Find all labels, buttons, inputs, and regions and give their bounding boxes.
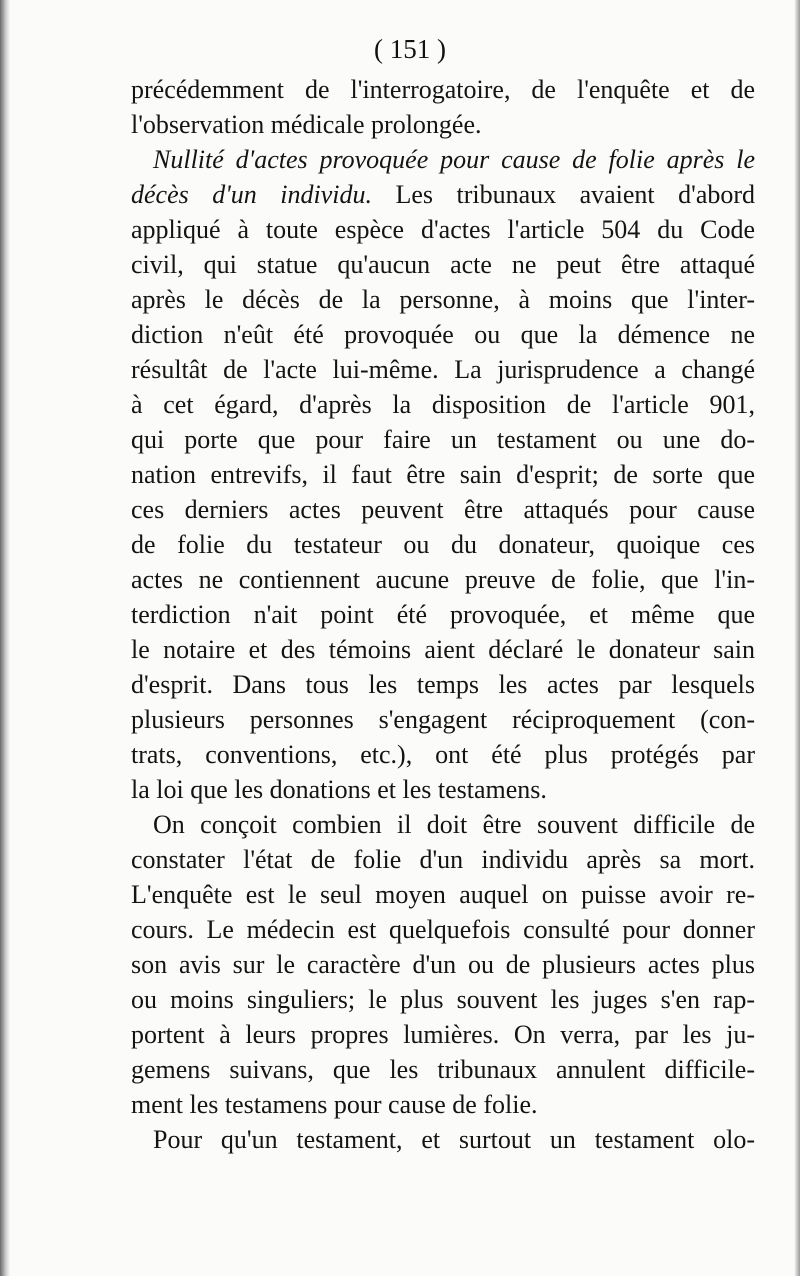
text-line — [131, 142, 755, 177]
body-text — [131, 72, 755, 1157]
text-line: de folie du testateur ou du donateur, quoique ces — [131, 530, 755, 559]
text-line: trats, conventions, etc.), ont été plus protégés par — [131, 740, 755, 769]
text-line: plusieurs personnes s'engagent réciproquement (con- — [131, 705, 755, 734]
text-line: actes ne contiennent aucune preuve de folie, que l'in- — [131, 565, 755, 594]
text-line: gemens suivans, que les tribunaux annulent difficile- — [131, 1055, 755, 1084]
text-line: ou moins singuliers; le plus souvent les juges s'en rap- — [131, 985, 755, 1014]
paragraph-3 — [131, 807, 755, 1122]
text-line: d'esprit. Dans tous les temps les actes par lesquels — [131, 670, 755, 699]
text-line: portent à leurs propres lumières. On verra, par les ju- — [131, 1020, 755, 1049]
text-line: On conçoit combien il doit être souvent difficile de — [153, 810, 755, 839]
text-line: l'observation médicale prolongée. — [131, 110, 482, 139]
paragraph-4 — [131, 1122, 755, 1157]
text-line: cours. Le médecin est quelquefois consulté pour donner — [131, 915, 755, 944]
text-line: le notaire et des témoins aient déclaré le donateur sain — [131, 635, 755, 664]
text-line: nation entrevifs, il faut être sain d'esprit; de sorte que — [131, 460, 755, 489]
text-line: Pour qu'un testament, et surtout un testament olo- — [153, 1125, 755, 1154]
text-line: ces derniers actes peuvent être attaqués pour cause — [131, 495, 755, 524]
text-line: précédemment de l'interrogatoire, de l'enquête et de — [131, 75, 755, 104]
text-line: L'enquête est le seul moyen auquel on puisse avoir re- — [131, 880, 755, 909]
text-line: résultât de l'acte lui-même. La jurisprudence a changé — [131, 355, 755, 384]
text-line: civil, qui statue qu'aucun acte ne peut être attaqué — [131, 250, 755, 279]
text-line: à cet égard, d'après la disposition de l'article 901, — [131, 390, 755, 419]
text-line: ment les testamens pour cause de folie. — [131, 1090, 538, 1119]
text-line: constater l'état de folie d'un individu après sa mort. — [131, 845, 755, 874]
text-run: Les tribunaux avaient d'abord — [395, 180, 756, 209]
text-line: diction n'eût été provoquée ou que la démence ne — [131, 320, 755, 349]
text-line: la loi que les donations et les testamens. — [131, 775, 547, 804]
italic-heading: Nullité d'actes provoquée pour cause de folie après le — [153, 145, 755, 174]
text-line: son avis sur le caractère d'un ou de plusieurs actes plus — [131, 950, 755, 979]
text-line: après le décès de la personne, à moins que l'inter- — [131, 285, 755, 314]
text-line — [131, 177, 755, 212]
text-line: qui porte que pour faire un testament ou une do- — [131, 425, 755, 454]
italic-heading: décès d'un individu. — [131, 180, 372, 209]
text-line: terdiction n'ait point été provoquée, et même que — [131, 600, 755, 629]
page-number: ( 151 ) — [374, 34, 446, 64]
text-line: appliqué à toute espèce d'actes l'article 504 du Code — [131, 215, 755, 244]
paragraph-2 — [131, 142, 755, 807]
paragraph-1 — [131, 72, 755, 142]
